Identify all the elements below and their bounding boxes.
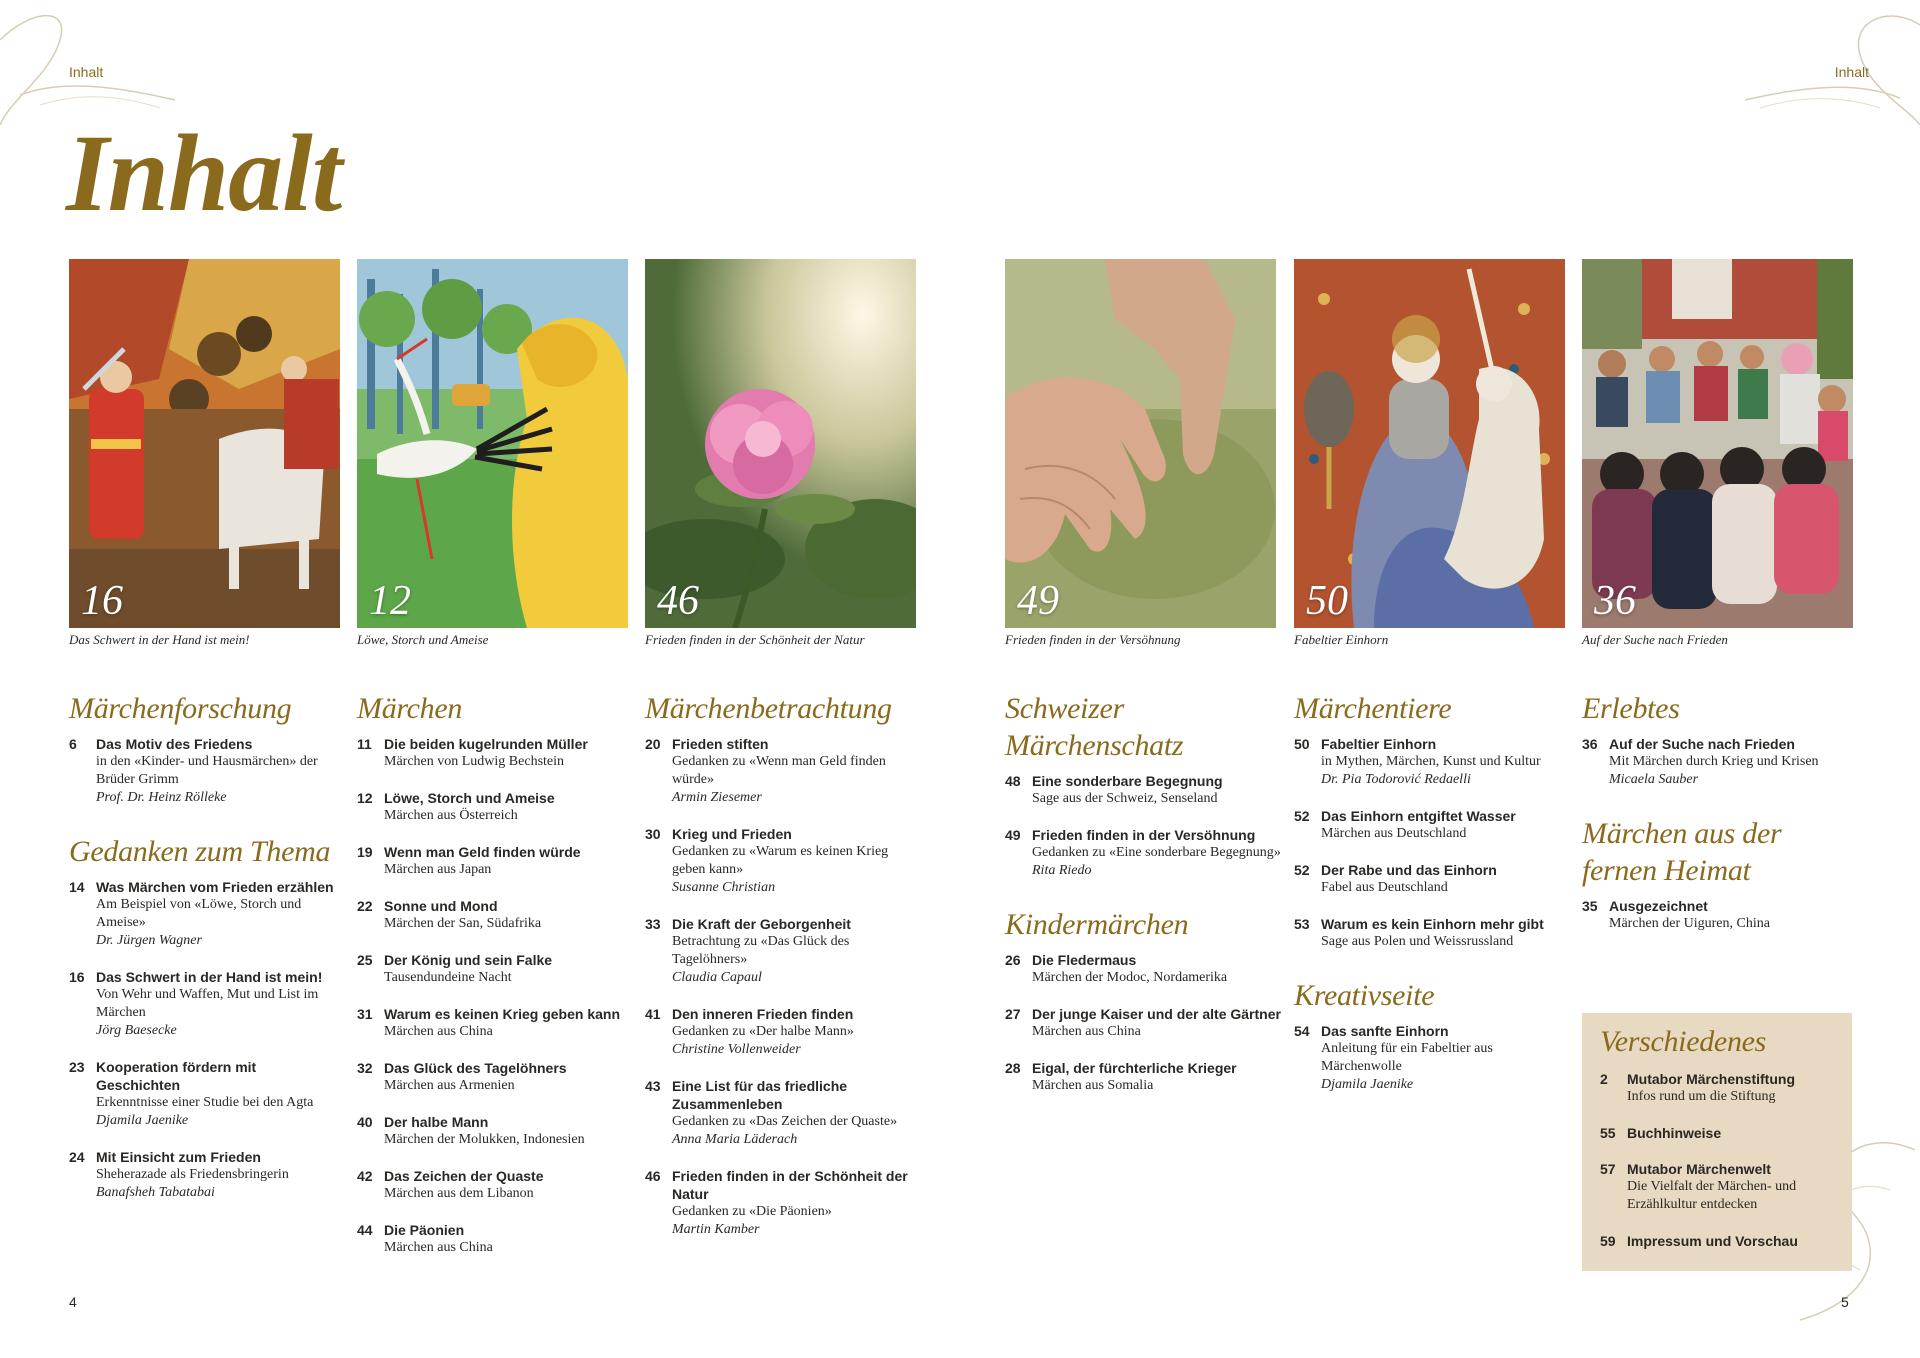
toc-entry xyxy=(1600,1232,1834,1250)
picture-peony xyxy=(645,259,916,628)
entry-title: Löwe, Storch und Ameise xyxy=(384,790,555,806)
entry-page-number: 33 xyxy=(645,916,661,932)
entry-body xyxy=(1321,807,1569,843)
entry-title: Impressum und Vorschau xyxy=(1627,1233,1798,1249)
entry-title: Frieden finden in der Versöhnung xyxy=(1032,827,1256,843)
page-title: Inhalt xyxy=(66,112,342,234)
entry-description: Märchen aus Deutschland xyxy=(1321,826,1467,841)
entry-body xyxy=(1321,915,1569,951)
entry-title: Frieden finden in der Schönheit der Natur xyxy=(672,1168,908,1202)
entry-page-number: 36 xyxy=(1582,736,1598,752)
entry-description: Märchen aus China xyxy=(384,1024,493,1039)
children-photo-image xyxy=(1582,259,1853,628)
section-title: Verschiedenes xyxy=(1600,1025,1767,1058)
entry-page-number: 35 xyxy=(1582,898,1598,914)
entry-author: Jörg Baesecke xyxy=(96,1023,177,1038)
picture-page-number: 12 xyxy=(369,578,411,624)
entry-title: Das Motiv des Friedens xyxy=(96,736,253,752)
entry-page-number: 26 xyxy=(1005,952,1021,968)
entry-body xyxy=(384,843,632,879)
entry-page-number: 43 xyxy=(645,1078,661,1094)
entry-title: Eigal, der fürchterliche Krieger xyxy=(1032,1060,1237,1076)
entry-body xyxy=(672,915,920,987)
entry-page-number: 50 xyxy=(1294,736,1310,752)
entry-body xyxy=(96,735,344,807)
entry-title: Das Schwert in der Hand ist mein! xyxy=(96,969,323,985)
entry-body xyxy=(384,897,632,933)
toc-entry xyxy=(69,1058,344,1130)
entry-author: Rita Riedo xyxy=(1032,863,1092,878)
picture-unicorn xyxy=(1294,259,1565,628)
toc-entry xyxy=(357,1113,632,1149)
entry-page-number: 28 xyxy=(1005,1060,1021,1076)
section-title: Kindermärchen xyxy=(1005,908,1189,941)
section-title: Märchen xyxy=(357,692,463,725)
entry-description: Sage aus Polen und Weissrussland xyxy=(1321,934,1514,949)
entry-body xyxy=(1321,861,1569,897)
entry-page-number: 23 xyxy=(69,1059,85,1075)
entry-title: Eine List für das friedliche Zusammenleben xyxy=(672,1078,848,1112)
toc-entry xyxy=(357,843,632,879)
entry-body xyxy=(672,1167,920,1239)
entry-description: Gedanken zu «Das Zeichen der Quaste» xyxy=(672,1114,898,1129)
picture-page-number: 46 xyxy=(657,578,699,624)
entry-page-number: 59 xyxy=(1600,1233,1616,1249)
picture-sword xyxy=(69,259,340,628)
picture-caption: Frieden finden in der Schönheit der Natur xyxy=(645,632,865,647)
toc-entry xyxy=(1582,735,1857,789)
entry-title: Kooperation fördern mit Geschichten xyxy=(96,1059,257,1093)
toc-entry xyxy=(645,1077,920,1149)
entry-title: Eine sonderbare Begegnung xyxy=(1032,773,1223,789)
section-title: Kreativseite xyxy=(1294,979,1435,1012)
toc-entry xyxy=(645,915,920,987)
entry-description: Gedanken zu «Warum es keinen Krieg geben kann» xyxy=(672,844,889,877)
page-number-left: 4 xyxy=(69,1294,77,1310)
entry-title: Der junge Kaiser und der alte Gärtner xyxy=(1032,1006,1281,1022)
entry-description: Märchen aus China xyxy=(1032,1024,1141,1039)
toc-entry xyxy=(1005,772,1285,808)
toc-column xyxy=(645,690,920,1257)
toc-entry xyxy=(1294,1022,1569,1094)
entry-title: Das Zeichen der Quaste xyxy=(384,1168,544,1184)
entry-title: Der Rabe und das Einhorn xyxy=(1321,862,1497,878)
entry-description: Infos rund um die Stiftung xyxy=(1627,1089,1776,1104)
entry-title: Krieg und Frieden xyxy=(672,826,792,842)
toc-entry xyxy=(69,878,344,950)
toc-entry xyxy=(357,789,632,825)
entry-body xyxy=(384,735,632,771)
entry-description: Märchen aus Österreich xyxy=(384,808,518,823)
entry-author: Susanne Christian xyxy=(672,880,776,895)
toc-entry xyxy=(357,1005,632,1041)
entry-page-number: 41 xyxy=(645,1006,661,1022)
entry-description: Tausendundeine Nacht xyxy=(384,970,512,985)
entry-page-number: 53 xyxy=(1294,916,1310,932)
entry-page-number: 20 xyxy=(645,736,661,752)
entry-page-number: 6 xyxy=(69,736,77,752)
entry-body xyxy=(96,878,344,950)
entry-description: in den «Kinder- und Hausmärchen» der Brüder Grimm xyxy=(96,754,318,787)
entry-page-number: 2 xyxy=(1600,1071,1608,1087)
entry-description: Märchen der San, Südafrika xyxy=(384,916,542,931)
box-entry-list xyxy=(1600,1070,1834,1250)
toc-entry xyxy=(1294,915,1569,951)
entry-body xyxy=(96,1058,344,1130)
entry-page-number: 24 xyxy=(69,1149,85,1165)
entry-description: Märchen von Ludwig Bechstein xyxy=(384,754,565,769)
entry-description: Märchen aus Somalia xyxy=(1032,1078,1154,1093)
entry-title: Die Kraft der Geborgenheit xyxy=(672,916,851,932)
peony-photo-image xyxy=(645,259,916,628)
toc-entry xyxy=(1005,951,1285,987)
picture-page-number: 36 xyxy=(1594,578,1636,624)
entry-description: Gedanken zu «Eine sonderbare Begegnung» xyxy=(1032,845,1281,860)
running-head-right: Inhalt xyxy=(1834,64,1869,80)
toc-entry xyxy=(357,951,632,987)
entry-title: Mutabor Märchenwelt xyxy=(1627,1161,1771,1177)
entry-body xyxy=(96,1148,344,1202)
entry-title: Das Einhorn entgiftet Wasser xyxy=(1321,808,1516,824)
entry-title: Das Glück des Tagelöhners xyxy=(384,1060,567,1076)
entry-body xyxy=(1032,1005,1285,1041)
section-title: Märchenforschung xyxy=(69,692,292,725)
entry-title: Warum es kein Einhorn mehr gibt xyxy=(1321,916,1544,932)
section-title: Märchenbetrachtung xyxy=(645,692,892,725)
entry-author: Djamila Jaenike xyxy=(96,1113,189,1128)
entry-page-number: 52 xyxy=(1294,808,1310,824)
toc-column xyxy=(1294,690,1569,1112)
entry-author: Djamila Jaenike xyxy=(1321,1077,1414,1092)
entry-author: Dr. Jürgen Wagner xyxy=(96,933,202,948)
toc-entry xyxy=(1600,1124,1834,1142)
entry-description: Märchen aus dem Libanon xyxy=(384,1186,534,1201)
toc-entry xyxy=(1005,1059,1285,1095)
entry-description: Gedanken zu «Wenn man Geld finden würde» xyxy=(672,754,886,787)
entry-page-number: 44 xyxy=(357,1222,373,1238)
entry-page-number: 22 xyxy=(357,898,373,914)
entry-description: Anleitung für ein Fabeltier aus Märchenwolle xyxy=(1321,1041,1493,1074)
entry-author: Claudia Capaul xyxy=(672,970,762,985)
picture-stork-lion xyxy=(357,259,628,628)
picture-page-number: 50 xyxy=(1306,578,1348,624)
entry-body xyxy=(384,1167,632,1203)
section-title: Schweizer Märchenschatz xyxy=(1005,692,1184,762)
entry-description: Gedanken zu «Der halbe Mann» xyxy=(672,1024,854,1039)
entry-title: Die beiden kugelrunden Müller xyxy=(384,736,588,752)
entry-description: Sage aus der Schweiz, Senseland xyxy=(1032,791,1218,806)
entry-page-number: 42 xyxy=(357,1168,373,1184)
toc-column xyxy=(69,690,344,1220)
entry-title: Ausgezeichnet xyxy=(1609,898,1708,914)
entry-body xyxy=(672,1077,920,1149)
section-title: Erlebtes xyxy=(1582,692,1680,725)
entry-page-number: 54 xyxy=(1294,1023,1310,1039)
entry-description: Märchen aus Japan xyxy=(384,862,492,877)
entry-author: Armin Ziesemer xyxy=(672,790,762,805)
entry-title: Die Päonien xyxy=(384,1222,465,1238)
entry-body xyxy=(384,789,632,825)
entry-page-number: 16 xyxy=(69,969,85,985)
corner-swirl-right xyxy=(1730,0,1920,140)
entry-description: Märchen der Molukken, Indonesien xyxy=(384,1132,585,1147)
entry-page-number: 46 xyxy=(645,1168,661,1184)
entry-title: Auf der Suche nach Frieden xyxy=(1609,736,1795,752)
entry-title: Sonne und Mond xyxy=(384,898,498,914)
toc-entry xyxy=(645,1005,920,1059)
entry-title: Die Fledermaus xyxy=(1032,952,1137,968)
entry-page-number: 27 xyxy=(1005,1006,1021,1022)
entry-description: Märchen aus Armenien xyxy=(384,1078,515,1093)
entry-description: Märchen der Uiguren, China xyxy=(1609,916,1770,931)
entry-title: Mutabor Märchenstiftung xyxy=(1627,1071,1795,1087)
entry-description: in Mythen, Märchen, Kunst und Kultur xyxy=(1321,754,1541,769)
entry-body xyxy=(1609,897,1857,933)
toc-entry xyxy=(1294,861,1569,897)
entry-body xyxy=(1609,735,1857,789)
entry-body xyxy=(1321,735,1569,789)
toc-entry xyxy=(69,735,344,807)
picture-caption: Löwe, Storch und Ameise xyxy=(357,632,489,647)
picture-hands xyxy=(1005,259,1276,628)
entry-description: Erkenntnisse einer Studie bei den Agta xyxy=(96,1095,314,1110)
entry-page-number: 12 xyxy=(357,790,373,806)
entry-description: Märchen der Modoc, Nordamerika xyxy=(1032,970,1228,985)
entry-author: Dr. Pia Todorović Redaelli xyxy=(1321,772,1471,787)
entry-body xyxy=(1627,1232,1834,1250)
entry-body xyxy=(1032,1059,1285,1095)
entry-description: Fabel aus Deutschland xyxy=(1321,880,1448,895)
entry-author: Anna Maria Läderach xyxy=(672,1132,798,1147)
picture-caption: Frieden finden in der Versöhnung xyxy=(1005,632,1181,647)
entry-description: Die Vielfalt der Märchen- und Erzählkultur entdecken xyxy=(1627,1179,1797,1212)
entry-body xyxy=(672,1005,920,1059)
entry-page-number: 48 xyxy=(1005,773,1021,789)
entry-title: Frieden stiften xyxy=(672,736,769,752)
entry-page-number: 19 xyxy=(357,844,373,860)
toc-entry xyxy=(357,1167,632,1203)
entry-body xyxy=(384,1005,632,1041)
entry-page-number: 57 xyxy=(1600,1161,1616,1177)
toc-entry xyxy=(69,968,344,1040)
entry-title: Warum es keinen Krieg geben kann xyxy=(384,1006,620,1022)
toc-entry xyxy=(69,1148,344,1202)
toc-entry xyxy=(1005,1005,1285,1041)
toc-entry xyxy=(357,735,632,771)
toc-entry xyxy=(357,897,632,933)
entry-page-number: 40 xyxy=(357,1114,373,1130)
entry-body xyxy=(1321,1022,1569,1094)
entry-body xyxy=(384,1221,632,1257)
entry-body xyxy=(384,1059,632,1095)
entry-title: Buchhinweise xyxy=(1627,1125,1722,1141)
entry-body xyxy=(1627,1124,1834,1142)
entry-page-number: 52 xyxy=(1294,862,1310,878)
entry-author: Prof. Dr. Heinz Rölleke xyxy=(96,790,227,805)
toc-entry xyxy=(357,1221,632,1257)
toc-entry xyxy=(645,735,920,807)
entry-description: Gedanken zu «Die Päonien» xyxy=(672,1204,832,1219)
toc-entry xyxy=(357,1059,632,1095)
entry-body xyxy=(672,735,920,807)
sword-painting-image xyxy=(69,259,340,628)
entry-body xyxy=(384,1113,632,1149)
entry-description: Sheherazade als Friedensbringerin xyxy=(96,1167,289,1182)
picture-caption: Das Schwert in der Hand ist mein! xyxy=(69,632,250,647)
verschiedenes-box xyxy=(1582,1013,1852,1271)
entry-title: Das sanfte Einhorn xyxy=(1321,1023,1449,1039)
section-title: Märchen aus der fernen Heimat xyxy=(1582,817,1782,887)
entry-body xyxy=(672,825,920,897)
page-number-right: 5 xyxy=(1841,1294,1849,1310)
entry-body xyxy=(1032,826,1285,880)
entry-body xyxy=(1032,772,1285,808)
toc-entry xyxy=(645,825,920,897)
entry-page-number: 25 xyxy=(357,952,373,968)
entry-author: Christine Vollenweider xyxy=(672,1042,801,1057)
entry-body xyxy=(96,968,344,1040)
entry-title: Fabeltier Einhorn xyxy=(1321,736,1437,752)
picture-children xyxy=(1582,259,1853,628)
entry-page-number: 11 xyxy=(357,736,372,752)
picture-page-number: 16 xyxy=(81,578,123,624)
toc-entry xyxy=(1600,1160,1834,1214)
entry-author: Martin Kamber xyxy=(672,1222,760,1237)
picture-caption: Fabeltier Einhorn xyxy=(1294,632,1389,647)
entry-page-number: 30 xyxy=(645,826,661,842)
toc-entry xyxy=(1600,1070,1834,1106)
hands-photo-image xyxy=(1005,259,1276,628)
running-head-left: Inhalt xyxy=(69,64,104,80)
toc-entry xyxy=(1582,897,1857,933)
entry-title: Der halbe Mann xyxy=(384,1114,489,1130)
toc-entry xyxy=(1294,807,1569,843)
toc-column xyxy=(1005,690,1285,1113)
entry-title: Was Märchen vom Frieden erzählen xyxy=(96,879,334,895)
entry-author: Micaela Sauber xyxy=(1609,772,1699,787)
entry-page-number: 32 xyxy=(357,1060,373,1076)
entry-description: Mit Märchen durch Krieg und Krisen xyxy=(1609,754,1819,769)
entry-description: Märchen aus China xyxy=(384,1240,493,1255)
entry-page-number: 55 xyxy=(1600,1125,1616,1141)
toc-entry xyxy=(1294,735,1569,789)
stork-lion-painting-image xyxy=(357,259,628,628)
entry-body xyxy=(1627,1160,1834,1214)
entry-title: Der König und sein Falke xyxy=(384,952,553,968)
entry-author: Banafsheh Tabatabai xyxy=(96,1185,215,1200)
toc-column xyxy=(357,690,632,1275)
entry-body xyxy=(1627,1070,1834,1106)
entry-body xyxy=(1032,951,1285,987)
entry-description: Am Beispiel von «Löwe, Storch und Ameise» xyxy=(96,897,302,930)
entry-description: Betrachtung zu «Das Glück des Tagelöhners» xyxy=(672,934,850,967)
section-title: Gedanken zum Thema xyxy=(69,835,331,868)
entry-page-number: 14 xyxy=(69,879,85,895)
entry-description: Von Wehr und Waffen, Mut und List im Märchen xyxy=(96,987,319,1020)
section-title: Märchentiere xyxy=(1294,692,1452,725)
entry-title: Wenn man Geld finden würde xyxy=(384,844,581,860)
entry-page-number: 31 xyxy=(357,1006,373,1022)
toc-entry xyxy=(645,1167,920,1239)
unicorn-tapestry-image xyxy=(1294,259,1565,628)
entry-title: Den inneren Frieden finden xyxy=(672,1006,854,1022)
picture-caption: Auf der Suche nach Frieden xyxy=(1582,632,1728,647)
entry-body xyxy=(384,951,632,987)
entry-title: Mit Einsicht zum Frieden xyxy=(96,1149,261,1165)
toc-entry xyxy=(1005,826,1285,880)
entry-page-number: 49 xyxy=(1005,827,1021,843)
picture-page-number: 49 xyxy=(1017,578,1059,624)
toc-column xyxy=(1582,690,1857,951)
